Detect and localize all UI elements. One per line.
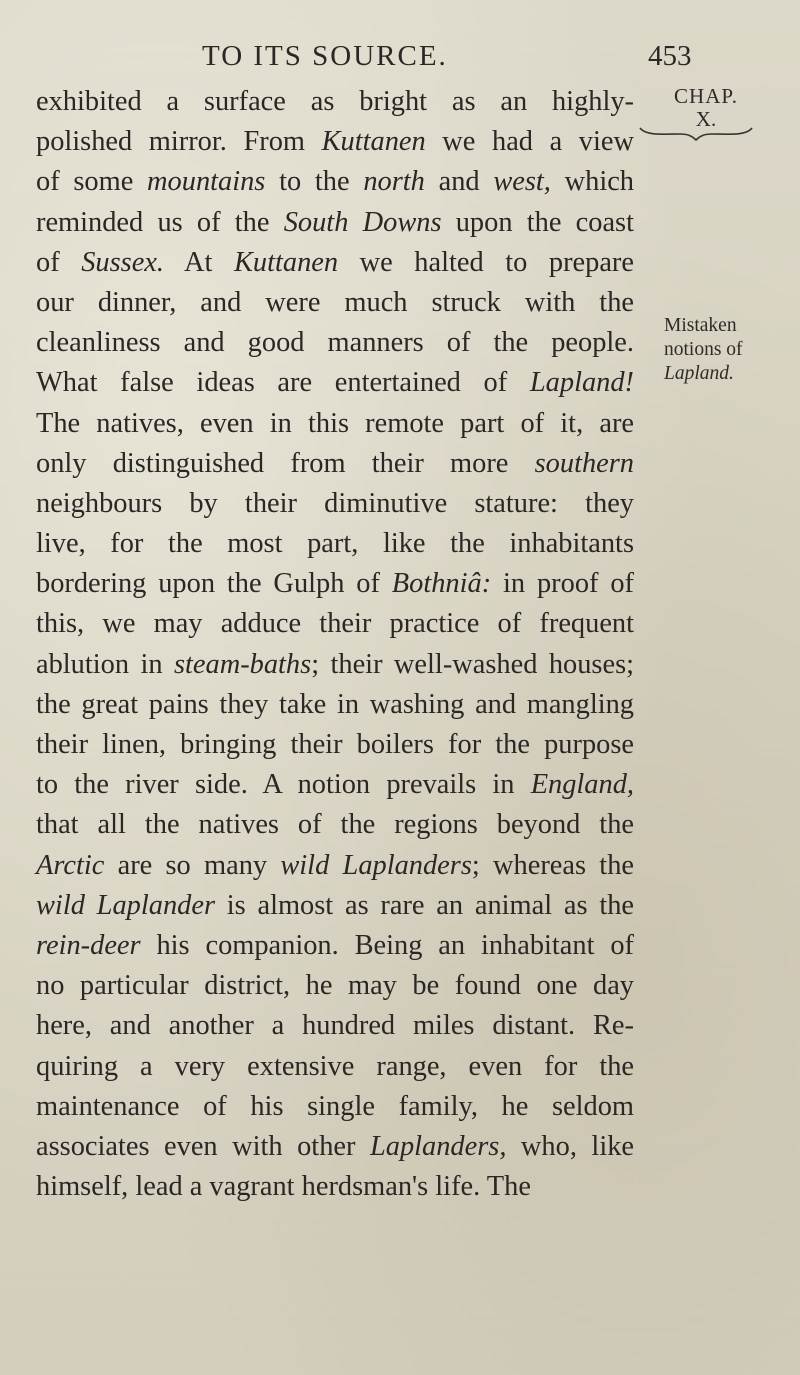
- text-segment: What false ideas are entertained of: [36, 367, 530, 399]
- text-segment: to the river side. A notion prevails in: [36, 769, 531, 801]
- text-segment: quiring a very extensive range, even for the: [36, 1050, 634, 1082]
- margin-sidenote: [664, 314, 784, 386]
- text-segment: cleanliness and good manners of the people.: [36, 327, 634, 359]
- text-segment: his companion. Being an inhabitant of: [140, 929, 634, 961]
- text-line: [36, 846, 634, 886]
- running-head: [0, 40, 800, 76]
- text-segment: Laplanders,: [369, 1130, 507, 1162]
- text-segment: ; their well-washed houses;: [311, 648, 635, 680]
- text-line: [36, 685, 634, 725]
- text-line: [36, 966, 634, 1006]
- text-line: [36, 725, 634, 765]
- text-segment: we halted to prepare: [338, 246, 634, 278]
- text-segment: upon the coast: [441, 206, 634, 238]
- text-line: [36, 243, 634, 283]
- text-segment: Kuttanen: [233, 246, 339, 278]
- text-segment: maintenance of his single family, he seldom: [36, 1090, 634, 1122]
- text-segment: the great pains they take in washing and mangling: [36, 688, 634, 720]
- text-line: [36, 1047, 634, 1087]
- text-segment: of: [36, 246, 82, 278]
- text-segment: reminded us of the: [36, 206, 284, 238]
- text-segment: in proof of: [491, 568, 634, 600]
- text-segment: England,: [530, 769, 634, 801]
- text-segment: wild Laplanders: [280, 849, 472, 881]
- text-segment: Arctic: [36, 849, 105, 881]
- sidenote-line: Mistaken: [664, 315, 737, 336]
- text-line: [36, 283, 634, 323]
- text-line: [36, 484, 634, 524]
- text-line: [36, 82, 634, 122]
- text-segment: mountains: [147, 166, 266, 198]
- text-segment: South Downs: [283, 206, 442, 238]
- text-line: [36, 524, 634, 564]
- text-segment: and: [424, 166, 494, 198]
- text-segment: live, for the most part, like the inhabitants: [36, 528, 634, 560]
- text-line: [36, 765, 634, 805]
- chapter-number: X.: [695, 107, 717, 131]
- body-text: [36, 82, 634, 1207]
- text-segment: we had a view: [425, 126, 634, 158]
- text-segment: The natives, even in this remote part of it, are: [36, 407, 634, 439]
- text-segment: our dinner, and were much struck with the: [36, 286, 634, 318]
- text-segment: neighbours by their diminutive stature: they: [36, 487, 634, 519]
- text-segment: who, like: [506, 1130, 635, 1162]
- text-line: [36, 1127, 634, 1167]
- text-segment: polished mirror. From: [36, 126, 322, 158]
- text-segment: exhibited a surface as bright as an highly-: [36, 86, 634, 117]
- text-segment: himself, lead a vagrant herdsman's life. The: [36, 1171, 531, 1203]
- text-line: [36, 122, 634, 162]
- text-segment: Bothniâ:: [391, 568, 492, 600]
- text-line: [36, 604, 634, 644]
- text-segment: At: [164, 246, 234, 278]
- text-line: [36, 564, 634, 604]
- text-segment: Sussex.: [81, 246, 165, 278]
- text-line: [36, 886, 634, 926]
- text-segment: to the: [265, 166, 364, 198]
- text-segment: is almost as rare an animal as the: [215, 889, 634, 921]
- text-segment: bordering upon the Gulph of: [36, 568, 392, 600]
- text-segment: of some: [36, 166, 148, 198]
- text-line: [36, 1167, 634, 1207]
- text-segment: no particular district, he may be found one day: [36, 970, 634, 1002]
- sidenote-line: notions of: [664, 339, 743, 360]
- text-segment: ; whereas the: [471, 849, 634, 881]
- text-line: [36, 323, 634, 363]
- text-segment: west,: [493, 166, 551, 198]
- text-line: [36, 1087, 634, 1127]
- text-segment: Kuttanen: [321, 126, 426, 158]
- text-segment: ablution in: [36, 648, 174, 680]
- text-line: [36, 805, 634, 845]
- text-segment: rein-deer: [36, 929, 141, 961]
- chapter-brace-icon: [636, 124, 756, 144]
- text-segment: that all the natives of the regions beyond the: [36, 809, 634, 841]
- text-segment: are so many: [104, 849, 281, 881]
- text-line: [36, 926, 634, 966]
- text-line: [36, 363, 634, 403]
- chapter-label: CHAP.: [674, 84, 738, 108]
- text-line: [36, 203, 634, 243]
- text-segment: this, we may adduce their practice of frequent: [36, 608, 634, 640]
- text-line: [36, 162, 634, 202]
- text-segment: their linen, bringing their boilers for the purpose: [36, 729, 634, 760]
- text-segment: Lapland!: [529, 367, 634, 399]
- running-title: TO ITS SOURCE.: [202, 40, 448, 72]
- text-line: [36, 444, 634, 484]
- text-segment: north: [363, 166, 425, 198]
- text-segment: wild Laplander: [36, 889, 215, 921]
- text-segment: associates even with other: [36, 1130, 370, 1162]
- page-number: 453: [648, 40, 692, 72]
- text-line: [36, 1006, 634, 1046]
- text-segment: here, and another a hundred miles distant. Re-: [36, 1010, 634, 1042]
- text-segment: southern: [534, 447, 634, 479]
- text-segment: which: [550, 166, 635, 198]
- text-line: [36, 404, 634, 444]
- text-segment: steam-baths: [173, 648, 312, 680]
- text-line: [36, 645, 634, 685]
- text-segment: only distinguished from their more: [36, 447, 535, 479]
- sidenote-line: Lapland.: [664, 363, 734, 384]
